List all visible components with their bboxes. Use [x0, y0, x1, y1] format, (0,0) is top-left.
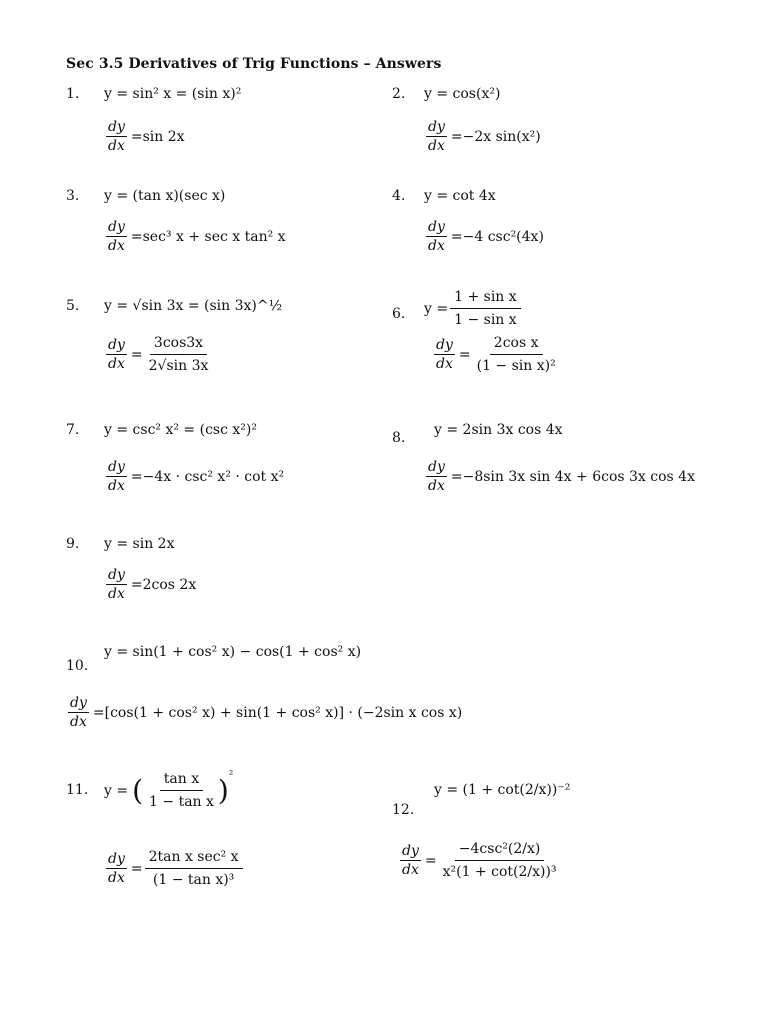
problem-6-derivative: [432, 334, 560, 375]
dydx-fraction: [106, 458, 127, 495]
problem-1-derivative: [104, 118, 185, 155]
problem-12-number: 12.: [392, 802, 415, 818]
dy-label: dy: [428, 219, 445, 235]
derivative-value: −8sin 3x sin 4x + 6cos 3x cos 4x: [462, 468, 695, 485]
problem-2-derivative: [424, 118, 541, 155]
problem-11-derivative: [104, 848, 243, 889]
dx-label: dx: [108, 870, 125, 886]
problem-6-function: [424, 288, 521, 329]
problem-7-function: y = csc² x² = (csc x²)²: [104, 422, 257, 438]
problem-6-number: 6.: [392, 306, 406, 322]
dy-label: dy: [108, 851, 125, 867]
derivative-denominator: (1 − sin x)²: [476, 358, 556, 374]
derivative-value: 2cos 2x: [142, 576, 197, 593]
problem-10-derivative: [66, 694, 462, 731]
dx-label: dx: [108, 138, 125, 154]
dydx-fraction: [106, 850, 127, 887]
equals-sign: =: [130, 128, 143, 145]
derivative-denominator: 2√sin 3x: [148, 358, 209, 374]
function-fraction: [145, 770, 218, 811]
dx-label: dx: [108, 586, 125, 602]
dx-label: dx: [428, 138, 445, 154]
right-paren: ): [217, 774, 229, 807]
dy-label: dy: [402, 843, 419, 859]
function-numerator: tan x: [160, 770, 203, 791]
y-equals: y =: [424, 300, 449, 317]
problem-4-number: 4.: [392, 188, 406, 204]
dy-label: dy: [70, 695, 87, 711]
left-paren: (: [132, 774, 144, 807]
dydx-fraction: [426, 118, 447, 155]
problem-3-function: y = (tan x)(sec x): [104, 188, 226, 204]
problem-5-function: y = √sin 3x = (sin 3x)^½: [104, 298, 283, 314]
function-denominator: 1 − sin x: [454, 312, 517, 328]
dydx-fraction: [426, 458, 447, 495]
problem-1-function: y = sin² x = (sin x)²: [104, 86, 242, 102]
problem-11-number: 11.: [66, 782, 89, 798]
problem-9-number: 9.: [66, 536, 80, 552]
equals-sign: =: [424, 852, 437, 869]
function-fraction: [450, 288, 521, 329]
problem-1-number: 1.: [66, 86, 80, 102]
derivative-value: −4x · csc² x² · cot x²: [142, 468, 285, 485]
equals-sign: =: [130, 860, 143, 877]
derivative-value: [cos(1 + cos² x) + sin(1 + cos² x)] · (−2sin x cos x): [104, 704, 463, 721]
derivative-value: −2x sin(x²): [462, 128, 541, 145]
equals-sign: =: [130, 576, 143, 593]
derivative-numerator: −4csc²(2/x): [455, 840, 545, 861]
derivative-numerator: 3cos3x: [150, 334, 207, 355]
dx-label: dx: [108, 478, 125, 494]
derivative-fraction: [473, 334, 560, 375]
page-title: Sec 3.5 Derivatives of Trig Functions – Answers: [66, 56, 442, 72]
problem-8-number: 8.: [392, 430, 406, 446]
equals-sign: =: [458, 346, 471, 363]
problem-8-derivative: [424, 458, 695, 495]
dx-label: dx: [428, 478, 445, 494]
dx-label: dx: [70, 714, 87, 730]
dx-label: dx: [428, 238, 445, 254]
function-denominator: 1 − tan x: [149, 794, 214, 810]
problem-12-function: y = (1 + cot(2/x))⁻²: [434, 782, 571, 798]
problem-9-derivative: [104, 566, 196, 603]
dx-label: dx: [108, 238, 125, 254]
derivative-numerator: 2tan x sec² x: [145, 848, 243, 869]
dydx-fraction: [426, 218, 447, 255]
equals-sign: =: [92, 704, 105, 721]
derivative-denominator: (1 − tan x)³: [152, 872, 235, 888]
dy-label: dy: [436, 337, 453, 353]
dy-label: dy: [428, 459, 445, 475]
problem-10-function: y = sin(1 + cos² x) − cos(1 + cos² x): [104, 644, 362, 660]
exponent: ²: [228, 768, 234, 781]
equals-sign: =: [130, 228, 143, 245]
dy-label: dy: [108, 459, 125, 475]
dydx-fraction: [68, 694, 89, 731]
dydx-fraction: [106, 336, 127, 373]
equals-sign: =: [450, 468, 463, 485]
dydx-fraction: [400, 842, 421, 879]
equals-sign: =: [130, 468, 143, 485]
dy-label: dy: [428, 119, 445, 135]
derivative-fraction: [145, 848, 243, 889]
problem-10-number: 10.: [66, 658, 89, 674]
dydx-fraction: [106, 566, 127, 603]
problem-2-number: 2.: [392, 86, 406, 102]
problem-8-function: y = 2sin 3x cos 4x: [434, 422, 563, 438]
dy-label: dy: [108, 337, 125, 353]
derivative-numerator: 2cos x: [490, 334, 543, 355]
dy-label: dy: [108, 567, 125, 583]
derivative-fraction: [439, 840, 561, 881]
problem-3-derivative: [104, 218, 286, 255]
problem-3-number: 3.: [66, 188, 80, 204]
derivative-value: sec³ x + sec x tan² x: [142, 228, 286, 245]
equals-sign: =: [130, 346, 143, 363]
derivative-value: −4 csc²(4x): [462, 228, 544, 245]
problem-2-function: y = cos(x²): [424, 86, 501, 102]
problem-4-function: y = cot 4x: [424, 188, 496, 204]
problem-5-derivative: [104, 334, 212, 375]
problem-7-derivative: [104, 458, 284, 495]
dydx-fraction: [434, 336, 455, 373]
derivative-fraction: [145, 334, 213, 375]
y-equals: y =: [104, 782, 129, 799]
problem-5-number: 5.: [66, 298, 80, 314]
derivative-denominator: x²(1 + cot(2/x))³: [442, 864, 557, 880]
derivative-value: sin 2x: [142, 128, 185, 145]
problem-9-function: y = sin 2x: [104, 536, 175, 552]
dydx-fraction: [106, 218, 127, 255]
dx-label: dx: [108, 356, 125, 372]
dydx-fraction: [106, 118, 127, 155]
equals-sign: =: [450, 128, 463, 145]
dx-label: dx: [402, 862, 419, 878]
problem-7-number: 7.: [66, 422, 80, 438]
function-numerator: 1 + sin x: [450, 288, 521, 309]
problem-4-derivative: [424, 218, 544, 255]
dy-label: dy: [108, 219, 125, 235]
dx-label: dx: [436, 356, 453, 372]
problem-12-derivative: [398, 840, 561, 881]
equals-sign: =: [450, 228, 463, 245]
problem-11-function: [104, 770, 233, 811]
dy-label: dy: [108, 119, 125, 135]
